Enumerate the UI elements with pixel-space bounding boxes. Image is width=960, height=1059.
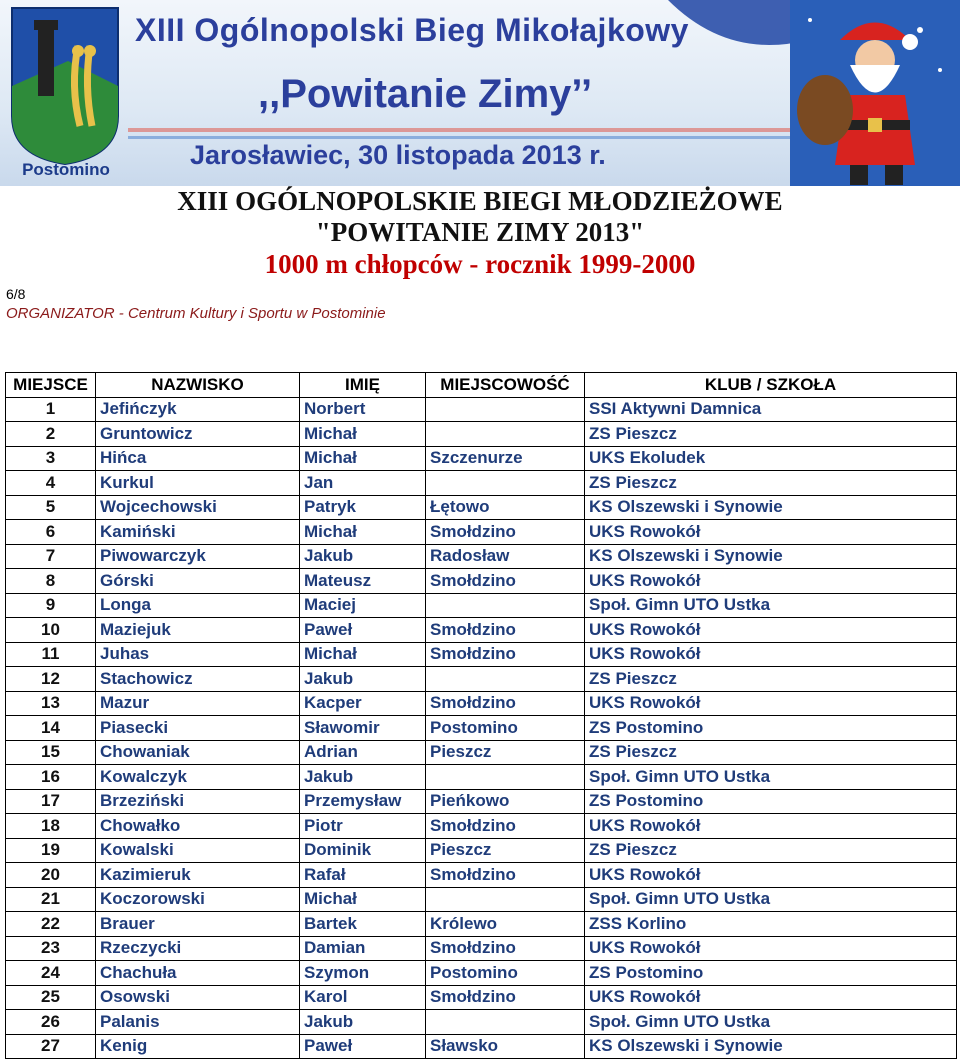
club-cell: KS Olszewski i Synowie (585, 495, 957, 520)
club-cell: UKS Rowokół (585, 936, 957, 961)
place-cell: 5 (6, 495, 96, 520)
banner-date: Jarosławiec, 30 listopada 2013 r. (190, 140, 606, 170)
town-cell (426, 593, 585, 618)
first-name-cell: Michał (300, 642, 426, 667)
surname-cell: Koczorowski (96, 887, 300, 912)
table-row (6, 789, 957, 814)
club-cell: UKS Rowokół (585, 642, 957, 667)
club-cell: KS Olszewski i Synowie (585, 1034, 957, 1059)
surname-cell: Chowaniak (96, 740, 300, 765)
header-place: MIEJSCE (6, 373, 96, 398)
first-name-cell: Kacper (300, 691, 426, 716)
results-body (6, 397, 957, 1059)
first-name-cell: Michał (300, 422, 426, 447)
place-cell: 11 (6, 642, 96, 667)
surname-cell: Chachuła (96, 961, 300, 986)
club-cell: UKS Rowokół (585, 569, 957, 594)
club-cell: UKS Rowokół (585, 863, 957, 888)
town-cell: Szczenurze (426, 446, 585, 471)
surname-cell: Kowalczyk (96, 765, 300, 790)
table-row (6, 691, 957, 716)
place-cell: 4 (6, 471, 96, 496)
first-name-cell: Jakub (300, 544, 426, 569)
surname-cell: Kamiński (96, 520, 300, 545)
town-cell: Smołdzino (426, 691, 585, 716)
table-row (6, 1010, 957, 1035)
place-cell: 14 (6, 716, 96, 741)
header-club: KLUB / SZKOŁA (585, 373, 957, 398)
table-row (6, 422, 957, 447)
first-name-cell: Michał (300, 887, 426, 912)
table-row (6, 397, 957, 422)
table-row (6, 1034, 957, 1059)
first-name-cell: Dominik (300, 838, 426, 863)
town-cell (426, 422, 585, 447)
club-cell: UKS Rowokół (585, 618, 957, 643)
surname-cell: Stachowicz (96, 667, 300, 692)
surname-cell: Kowalski (96, 838, 300, 863)
club-cell: ZS Postomino (585, 961, 957, 986)
table-row (6, 667, 957, 692)
club-cell: ZS Pieszcz (585, 740, 957, 765)
surname-cell: Brauer (96, 912, 300, 937)
town-cell: Pieszcz (426, 740, 585, 765)
club-cell: ZS Pieszcz (585, 471, 957, 496)
first-name-cell: Michał (300, 446, 426, 471)
first-name-cell: Karol (300, 985, 426, 1010)
town-cell (426, 765, 585, 790)
surname-cell: Chowałko (96, 814, 300, 839)
first-name-cell: Michał (300, 520, 426, 545)
place-cell: 10 (6, 618, 96, 643)
club-cell: UKS Rowokół (585, 985, 957, 1010)
logo-text: Postomino (22, 160, 110, 179)
place-cell: 20 (6, 863, 96, 888)
table-row (6, 740, 957, 765)
place-cell: 24 (6, 961, 96, 986)
surname-cell: Kenig (96, 1034, 300, 1059)
town-cell (426, 397, 585, 422)
first-name-cell: Maciej (300, 593, 426, 618)
results-table (5, 372, 957, 1059)
table-header-row (6, 373, 957, 398)
header-surname: NAZWISKO (96, 373, 300, 398)
town-cell: Łętowo (426, 495, 585, 520)
first-name-cell: Jakub (300, 1010, 426, 1035)
organizer: ORGANIZATOR - Centrum Kultury i Sportu w Postominie (6, 305, 386, 322)
banner-title: XIII Ogólnopolski Bieg Mikołajkowy (135, 12, 689, 48)
town-cell: Postomino (426, 716, 585, 741)
place-cell: 3 (6, 446, 96, 471)
page-number: 6/8 (6, 286, 26, 302)
place-cell: 17 (6, 789, 96, 814)
place-cell: 21 (6, 887, 96, 912)
first-name-cell: Paweł (300, 618, 426, 643)
surname-cell: Kazimieruk (96, 863, 300, 888)
table-row (6, 814, 957, 839)
competition-title: XIII OGÓLNOPOLSKIE BIEGI MŁODZIEŻOWE (177, 186, 783, 216)
place-cell: 26 (6, 1010, 96, 1035)
club-cell: SSI Aktywni Damnica (585, 397, 957, 422)
first-name-cell: Jan (300, 471, 426, 496)
club-cell: ZS Pieszcz (585, 422, 957, 447)
competition-subtitle: "POWITANIE ZIMY 2013" (315, 217, 645, 247)
place-cell: 7 (6, 544, 96, 569)
club-cell: ZSS Korlino (585, 912, 957, 937)
club-cell: ZS Postomino (585, 716, 957, 741)
table-row (6, 912, 957, 937)
club-cell: Społ. Gimn UTO Ustka (585, 593, 957, 618)
first-name-cell: Jakub (300, 765, 426, 790)
place-cell: 12 (6, 667, 96, 692)
surname-cell: Górski (96, 569, 300, 594)
first-name-cell: Jakub (300, 667, 426, 692)
place-cell: 22 (6, 912, 96, 937)
surname-cell: Longa (96, 593, 300, 618)
town-cell: Królewo (426, 912, 585, 937)
first-name-cell: Sławomir (300, 716, 426, 741)
club-cell: UKS Rowokół (585, 814, 957, 839)
place-cell: 9 (6, 593, 96, 618)
town-cell: Smołdzino (426, 520, 585, 545)
table-row (6, 716, 957, 741)
surname-cell: Rzeczycki (96, 936, 300, 961)
surname-cell: Gruntowicz (96, 422, 300, 447)
table-row (6, 495, 957, 520)
first-name-cell: Piotr (300, 814, 426, 839)
town-cell: Smołdzino (426, 936, 585, 961)
surname-cell: Hińca (96, 446, 300, 471)
first-name-cell: Norbert (300, 397, 426, 422)
town-cell: Pieszcz (426, 838, 585, 863)
town-cell (426, 667, 585, 692)
table-row (6, 936, 957, 961)
first-name-cell: Przemysław (300, 789, 426, 814)
town-cell: Pieńkowo (426, 789, 585, 814)
place-cell: 15 (6, 740, 96, 765)
surname-cell: Wojcechowski (96, 495, 300, 520)
table-row (6, 887, 957, 912)
town-cell: Postomino (426, 961, 585, 986)
town-cell: Smołdzino (426, 569, 585, 594)
place-cell: 8 (6, 569, 96, 594)
first-name-cell: Paweł (300, 1034, 426, 1059)
place-cell: 23 (6, 936, 96, 961)
place-cell: 25 (6, 985, 96, 1010)
table-row (6, 642, 957, 667)
first-name-cell: Rafał (300, 863, 426, 888)
first-name-cell: Bartek (300, 912, 426, 937)
club-cell: Społ. Gimn UTO Ustka (585, 887, 957, 912)
town-cell (426, 471, 585, 496)
town-cell: Smołdzino (426, 814, 585, 839)
first-name-cell: Damian (300, 936, 426, 961)
surname-cell: Palanis (96, 1010, 300, 1035)
town-cell: Smołdzino (426, 618, 585, 643)
club-cell: ZS Pieszcz (585, 838, 957, 863)
table-row (6, 838, 957, 863)
town-cell: Smołdzino (426, 985, 585, 1010)
town-cell: Sławsko (426, 1034, 585, 1059)
club-cell: UKS Rowokół (585, 691, 957, 716)
postomino-crest-icon (8, 6, 122, 182)
surname-cell: Kurkul (96, 471, 300, 496)
town-cell (426, 887, 585, 912)
place-cell: 2 (6, 422, 96, 447)
town-cell: Radosław (426, 544, 585, 569)
surname-cell: Piasecki (96, 716, 300, 741)
table-row (6, 765, 957, 790)
town-cell: Smołdzino (426, 863, 585, 888)
surname-cell: Piwowarczyk (96, 544, 300, 569)
place-cell: 1 (6, 397, 96, 422)
surname-cell: Brzeziński (96, 789, 300, 814)
first-name-cell: Patryk (300, 495, 426, 520)
club-cell: UKS Ekoludek (585, 446, 957, 471)
table-row (6, 544, 957, 569)
race-category: 1000 m chłopców - rocznik 1999-2000 (264, 249, 696, 279)
surname-cell: Juhas (96, 642, 300, 667)
place-cell: 27 (6, 1034, 96, 1059)
club-cell: KS Olszewski i Synowie (585, 544, 957, 569)
table-row (6, 618, 957, 643)
first-name-cell: Adrian (300, 740, 426, 765)
place-cell: 16 (6, 765, 96, 790)
table-row (6, 446, 957, 471)
table-row (6, 520, 957, 545)
surname-cell: Jefińczyk (96, 397, 300, 422)
place-cell: 6 (6, 520, 96, 545)
club-cell: Społ. Gimn UTO Ustka (585, 765, 957, 790)
first-name-cell: Mateusz (300, 569, 426, 594)
club-cell: ZS Postomino (585, 789, 957, 814)
surname-cell: Maziejuk (96, 618, 300, 643)
header-town: MIEJSCOWOŚĆ (426, 373, 585, 398)
town-cell (426, 1010, 585, 1035)
table-row (6, 471, 957, 496)
place-cell: 18 (6, 814, 96, 839)
event-banner (0, 0, 960, 186)
place-cell: 19 (6, 838, 96, 863)
club-cell: UKS Rowokół (585, 520, 957, 545)
table-row (6, 593, 957, 618)
club-cell: Społ. Gimn UTO Ustka (585, 1010, 957, 1035)
first-name-cell: Szymon (300, 961, 426, 986)
table-row (6, 569, 957, 594)
surname-cell: Osowski (96, 985, 300, 1010)
header-first-name: IMIĘ (300, 373, 426, 398)
table-row (6, 961, 957, 986)
table-row (6, 985, 957, 1010)
place-cell: 13 (6, 691, 96, 716)
santa-claus-icon (790, 0, 960, 186)
banner-subtitle: ,,Powitanie Zimy’’ (258, 72, 593, 116)
club-cell: ZS Pieszcz (585, 667, 957, 692)
surname-cell: Mazur (96, 691, 300, 716)
table-row (6, 863, 957, 888)
town-cell: Smołdzino (426, 642, 585, 667)
